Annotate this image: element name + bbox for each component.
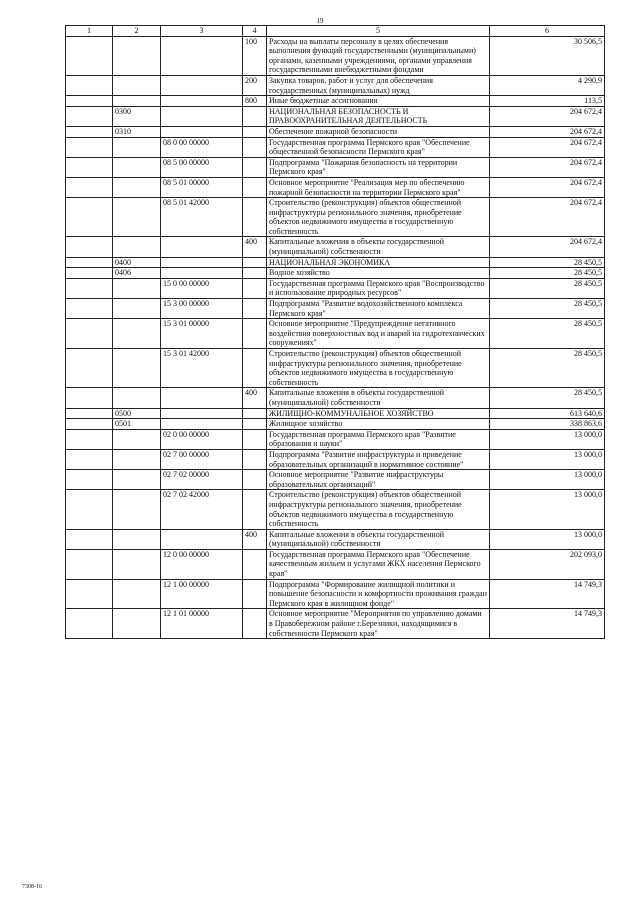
expense-type-cell: 800 <box>243 96 267 107</box>
expense-type-cell <box>243 490 267 529</box>
table-row <box>66 299 605 319</box>
subsection-code-cell <box>113 157 161 177</box>
subsection-code-cell <box>113 470 161 490</box>
expense-type-cell <box>243 157 267 177</box>
table-row <box>66 388 605 408</box>
expense-type-cell <box>243 257 267 268</box>
subsection-code-cell <box>113 529 161 549</box>
description-cell: Строительство (реконструкция) объектов общественной инфраструктуры регионального значения, приобретение объектов недвижимого имущества в государственную собственность <box>267 349 490 388</box>
amount-cell: 13 000,0 <box>490 449 605 469</box>
description-cell: Обеспечение пожарной безопасности <box>267 126 490 137</box>
subsection-code-cell <box>113 299 161 319</box>
expense-type-cell: 400 <box>243 388 267 408</box>
expense-type-cell: 400 <box>243 237 267 257</box>
target-article-cell: 08 5 01 00000 <box>161 177 243 197</box>
target-article-cell: 08 5 00 00000 <box>161 157 243 177</box>
subsection-code-cell: 0300 <box>113 106 161 126</box>
budget-table <box>65 25 605 639</box>
description-cell: Подпрограмма "Пожарная безопасность на территории Пермского края" <box>267 157 490 177</box>
subsection-code-cell: 0400 <box>113 257 161 268</box>
amount-cell: 30 506,5 <box>490 36 605 75</box>
table-row <box>66 549 605 579</box>
column-header: 1 <box>66 26 113 37</box>
table-row <box>66 198 605 237</box>
subsection-code-cell <box>113 96 161 107</box>
document-code: 7308-16 <box>22 884 42 890</box>
expense-type-cell <box>243 470 267 490</box>
target-article-cell <box>161 106 243 126</box>
target-article-cell: 02 7 02 42000 <box>161 490 243 529</box>
subsection-code-cell <box>113 237 161 257</box>
target-article-cell <box>161 75 243 95</box>
amount-cell: 613 640,6 <box>490 408 605 419</box>
section-code-cell <box>66 579 113 609</box>
expense-type-cell: 100 <box>243 36 267 75</box>
subsection-code-cell: 0406 <box>113 268 161 279</box>
section-code-cell <box>66 257 113 268</box>
table-row <box>66 579 605 609</box>
section-code-cell <box>66 449 113 469</box>
amount-cell: 13 000,0 <box>490 470 605 490</box>
expense-type-cell <box>243 137 267 157</box>
section-code-cell <box>66 429 113 449</box>
section-code-cell <box>66 237 113 257</box>
target-article-cell <box>161 237 243 257</box>
amount-cell: 28 450,5 <box>490 299 605 319</box>
table-row <box>66 268 605 279</box>
table-row <box>66 349 605 388</box>
amount-cell: 28 450,5 <box>490 319 605 349</box>
target-article-cell <box>161 408 243 419</box>
amount-cell: 204 672,4 <box>490 106 605 126</box>
description-cell: Строительство (реконструкция) объектов общественной инфраструктуры регионального значения, приобретение объектов недвижимого имущества в государственную собственность <box>267 490 490 529</box>
table-row <box>66 237 605 257</box>
amount-cell: 113,5 <box>490 96 605 107</box>
amount-cell: 204 672,4 <box>490 126 605 137</box>
table-row <box>66 126 605 137</box>
description-cell: Капитальные вложения в объекты государственной (муниципальной) собственности <box>267 237 490 257</box>
table-row <box>66 490 605 529</box>
table-row <box>66 75 605 95</box>
table-row <box>66 137 605 157</box>
column-header: 5 <box>267 26 490 37</box>
description-cell: Иные бюджетные ассигнования <box>267 96 490 107</box>
table-row <box>66 408 605 419</box>
description-cell: Государственная программа Пермского края "Обеспечение качественным жильем и услугами ЖКХ населения Пермского края" <box>267 549 490 579</box>
section-code-cell <box>66 529 113 549</box>
amount-cell: 338 863,6 <box>490 419 605 430</box>
section-code-cell <box>66 490 113 529</box>
subsection-code-cell <box>113 75 161 95</box>
table-row <box>66 36 605 75</box>
section-code-cell <box>66 36 113 75</box>
table-row <box>66 529 605 549</box>
subsection-code-cell <box>113 198 161 237</box>
table-row <box>66 177 605 197</box>
amount-cell: 28 450,5 <box>490 349 605 388</box>
description-cell: Закупка товаров, работ и услуг для обеспечения государственных (муниципальных) нужд <box>267 75 490 95</box>
section-code-cell <box>66 126 113 137</box>
target-article-cell: 02 7 00 00000 <box>161 449 243 469</box>
amount-cell: 204 672,4 <box>490 237 605 257</box>
subsection-code-cell <box>113 579 161 609</box>
target-article-cell <box>161 388 243 408</box>
expense-type-cell <box>243 579 267 609</box>
amount-cell: 204 672,4 <box>490 137 605 157</box>
section-code-cell <box>66 268 113 279</box>
expense-type-cell <box>243 299 267 319</box>
expense-type-cell <box>243 449 267 469</box>
amount-cell: 202 093,0 <box>490 549 605 579</box>
amount-cell: 28 450,5 <box>490 278 605 298</box>
section-code-cell <box>66 157 113 177</box>
amount-cell: 204 672,4 <box>490 198 605 237</box>
target-article-cell <box>161 36 243 75</box>
description-cell: Государственная программа Пермского края "Воспроизводство и использование природных ресурсов" <box>267 278 490 298</box>
subsection-code-cell <box>113 319 161 349</box>
subsection-code-cell <box>113 449 161 469</box>
table-row <box>66 157 605 177</box>
description-cell: Основное мероприятие "Предупреждение негативного воздействия поверхностных вод и аварий на гидротехнических сооружениях" <box>267 319 490 349</box>
table-row <box>66 319 605 349</box>
column-header: 3 <box>161 26 243 37</box>
expense-type-cell <box>243 278 267 298</box>
target-article-cell: 12 0 00 00000 <box>161 549 243 579</box>
description-cell: ЖИЛИЩНО-КОММУНАЛЬНОЕ ХОЗЯЙСТВО <box>267 408 490 419</box>
amount-cell: 28 450,5 <box>490 388 605 408</box>
description-cell: Жилищное хозяйство <box>267 419 490 430</box>
target-article-cell <box>161 257 243 268</box>
page-number: 19 <box>316 17 324 25</box>
description-cell: НАЦИОНАЛЬНАЯ БЕЗОПАСНОСТЬ И ПРАВООХРАНИТЕЛЬНАЯ ДЕЯТЕЛЬНОСТЬ <box>267 106 490 126</box>
table-row <box>66 419 605 430</box>
target-article-cell: 08 0 00 00000 <box>161 137 243 157</box>
target-article-cell: 15 0 00 00000 <box>161 278 243 298</box>
target-article-cell <box>161 96 243 107</box>
subsection-code-cell: 0310 <box>113 126 161 137</box>
description-cell: НАЦИОНАЛЬНАЯ ЭКОНОМИКА <box>267 257 490 268</box>
section-code-cell <box>66 549 113 579</box>
column-header: 6 <box>490 26 605 37</box>
expense-type-cell <box>243 126 267 137</box>
target-article-cell: 12 1 01 00000 <box>161 609 243 639</box>
section-code-cell <box>66 75 113 95</box>
table-row <box>66 429 605 449</box>
section-code-cell <box>66 408 113 419</box>
description-cell: Строительство (реконструкция) объектов общественной инфраструктуры регионального значения, приобретение объектов недвижимого имущества в государственную собственность <box>267 198 490 237</box>
subsection-code-cell <box>113 278 161 298</box>
section-code-cell <box>66 106 113 126</box>
subsection-code-cell <box>113 429 161 449</box>
amount-cell: 4 290,9 <box>490 75 605 95</box>
section-code-cell <box>66 319 113 349</box>
target-article-cell: 15 3 00 00000 <box>161 299 243 319</box>
description-cell: Основное мероприятие "Мероприятия по управлению домами в Правобережном районе г.Березники, находящимися в собственности Пермского края" <box>267 609 490 639</box>
subsection-code-cell <box>113 349 161 388</box>
expense-type-cell: 200 <box>243 75 267 95</box>
description-cell: Основное мероприятие "Реализация мер по обеспечению пожарной безопасности на территории Пермского края" <box>267 177 490 197</box>
section-code-cell <box>66 299 113 319</box>
table-row <box>66 609 605 639</box>
expense-type-cell <box>243 177 267 197</box>
expense-type-cell: 400 <box>243 529 267 549</box>
target-article-cell: 08 5 01 42000 <box>161 198 243 237</box>
column-header: 4 <box>243 26 267 37</box>
description-cell: Государственная программа Пермского края "Обеспечение общественной безопасности Пермского края" <box>267 137 490 157</box>
subsection-code-cell <box>113 609 161 639</box>
subsection-code-cell: 0501 <box>113 419 161 430</box>
expense-type-cell <box>243 429 267 449</box>
subsection-code-cell <box>113 388 161 408</box>
section-code-cell <box>66 609 113 639</box>
section-code-cell <box>66 177 113 197</box>
amount-cell: 28 450,5 <box>490 257 605 268</box>
table-row <box>66 470 605 490</box>
section-code-cell <box>66 198 113 237</box>
table-row <box>66 257 605 268</box>
subsection-code-cell <box>113 36 161 75</box>
target-article-cell: 02 7 02 00000 <box>161 470 243 490</box>
description-cell: Основное мероприятие "Развитие инфраструктуры образовательных организаций" <box>267 470 490 490</box>
subsection-code-cell <box>113 490 161 529</box>
subsection-code-cell <box>113 177 161 197</box>
expense-type-cell <box>243 319 267 349</box>
column-header: 2 <box>113 26 161 37</box>
description-cell: Подпрограмма "Формирование жилищной политики и повышение безопасности и комфортности проживания граждан Пермского края в жилищном фонде" <box>267 579 490 609</box>
table-row <box>66 278 605 298</box>
target-article-cell: 02 0 00 00000 <box>161 429 243 449</box>
description-cell: Подпрограмма "Развитие инфраструктуры и приведение образовательных организаций в нормативное состояние" <box>267 449 490 469</box>
table-row <box>66 96 605 107</box>
section-code-cell <box>66 470 113 490</box>
amount-cell: 28 450,5 <box>490 268 605 279</box>
section-code-cell <box>66 419 113 430</box>
description-cell: Расходы на выплаты персоналу в целях обеспечения выполнения функций государственными (муниципальными) органами, казенными учреждениями, органами управления государственными внебюджетными фондами <box>267 36 490 75</box>
amount-cell: 204 672,4 <box>490 177 605 197</box>
amount-cell: 13 000,0 <box>490 490 605 529</box>
subsection-code-cell <box>113 137 161 157</box>
section-code-cell <box>66 137 113 157</box>
amount-cell: 14 749,3 <box>490 609 605 639</box>
amount-cell: 204 672,4 <box>490 157 605 177</box>
target-article-cell <box>161 268 243 279</box>
expense-type-cell <box>243 349 267 388</box>
section-code-cell <box>66 278 113 298</box>
section-code-cell <box>66 388 113 408</box>
expense-type-cell <box>243 419 267 430</box>
subsection-code-cell <box>113 549 161 579</box>
expense-type-cell <box>243 106 267 126</box>
target-article-cell <box>161 126 243 137</box>
expense-type-cell <box>243 609 267 639</box>
table-header-row <box>66 26 605 37</box>
description-cell: Водное хозяйство <box>267 268 490 279</box>
amount-cell: 13 000,0 <box>490 429 605 449</box>
description-cell: Капитальные вложения в объекты государственной (муниципальной) собственности <box>267 388 490 408</box>
section-code-cell <box>66 96 113 107</box>
section-code-cell <box>66 349 113 388</box>
target-article-cell: 15 3 01 42000 <box>161 349 243 388</box>
description-cell: Подпрограмма "Развитие водохозяйственного комплекса Пермского края" <box>267 299 490 319</box>
description-cell: Капитальные вложения в объекты государственной (муниципальной) собственности <box>267 529 490 549</box>
expense-type-cell <box>243 549 267 579</box>
subsection-code-cell: 0500 <box>113 408 161 419</box>
table-row <box>66 106 605 126</box>
target-article-cell: 15 3 01 00000 <box>161 319 243 349</box>
target-article-cell <box>161 529 243 549</box>
amount-cell: 13 000,0 <box>490 529 605 549</box>
amount-cell: 14 749,3 <box>490 579 605 609</box>
target-article-cell <box>161 419 243 430</box>
description-cell: Государственная программа Пермского края "Развитие образования и науки" <box>267 429 490 449</box>
expense-type-cell <box>243 408 267 419</box>
table-row <box>66 449 605 469</box>
target-article-cell: 12 1 00 00000 <box>161 579 243 609</box>
expense-type-cell <box>243 198 267 237</box>
expense-type-cell <box>243 268 267 279</box>
